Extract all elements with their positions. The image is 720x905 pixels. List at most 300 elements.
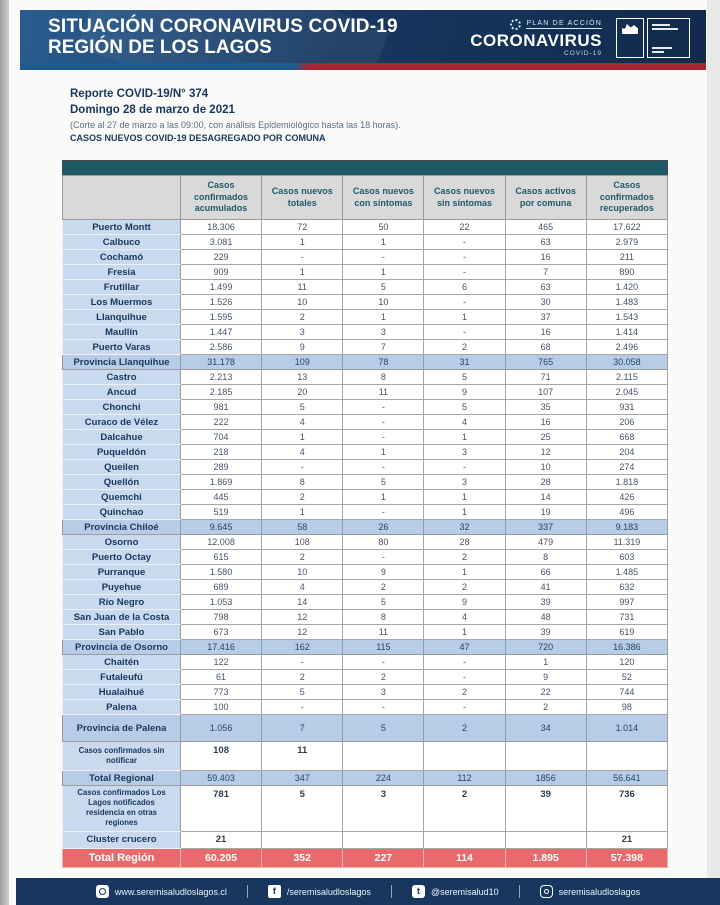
row-value: 619 bbox=[586, 625, 667, 640]
table-row bbox=[63, 848, 668, 867]
row-value: 5 bbox=[343, 595, 424, 610]
row-value: 1 bbox=[343, 445, 424, 460]
table-row bbox=[63, 430, 668, 445]
row-value: 981 bbox=[180, 400, 261, 415]
row-value: 8 bbox=[343, 370, 424, 385]
row-value: 115 bbox=[343, 640, 424, 655]
row-value: - bbox=[343, 655, 424, 670]
row-value: 2 bbox=[343, 670, 424, 685]
report-header bbox=[70, 88, 650, 143]
gobierno-de-chile-logo bbox=[616, 18, 690, 58]
row-value: 59.403 bbox=[180, 771, 261, 786]
table-row bbox=[63, 715, 668, 742]
row-value: - bbox=[424, 250, 505, 265]
table-row bbox=[63, 535, 668, 550]
row-value: 37 bbox=[505, 310, 586, 325]
table-row bbox=[63, 580, 668, 595]
row-value: 9 bbox=[262, 340, 343, 355]
page-left-edge bbox=[0, 0, 9, 905]
table-row bbox=[63, 250, 668, 265]
banner-accent-stripe bbox=[20, 63, 706, 70]
row-value: 39 bbox=[505, 595, 586, 610]
row-value: 1.485 bbox=[586, 565, 667, 580]
row-value: 4 bbox=[262, 580, 343, 595]
row-value: 57.398 bbox=[586, 848, 667, 867]
row-value: 78 bbox=[343, 355, 424, 370]
row-value: 5 bbox=[262, 400, 343, 415]
table-top-bar bbox=[62, 160, 668, 175]
row-value: 22 bbox=[424, 220, 505, 235]
row-value: 9 bbox=[424, 595, 505, 610]
row-value: 48 bbox=[505, 610, 586, 625]
row-value: 337 bbox=[505, 520, 586, 535]
row-value: 11 bbox=[262, 742, 343, 771]
row-value: 31.178 bbox=[180, 355, 261, 370]
row-value: 1.595 bbox=[180, 310, 261, 325]
row-label: Ancud bbox=[63, 385, 181, 400]
row-value: 21 bbox=[586, 831, 667, 848]
table-row bbox=[63, 831, 668, 848]
row-value: 2.045 bbox=[586, 385, 667, 400]
row-value: 14 bbox=[262, 595, 343, 610]
row-value: 5 bbox=[424, 370, 505, 385]
row-value: 16 bbox=[505, 250, 586, 265]
table-row bbox=[63, 550, 668, 565]
report-subtitle: CASOS NUEVOS COVID-19 DESAGREGADO POR COMUNA bbox=[70, 133, 326, 143]
row-value: 603 bbox=[586, 550, 667, 565]
row-value: 28 bbox=[424, 535, 505, 550]
coronavirus-logo-text: CORONAVIRUS bbox=[470, 31, 602, 50]
row-value: 5 bbox=[343, 715, 424, 742]
row-value: 162 bbox=[262, 640, 343, 655]
row-value: 997 bbox=[586, 595, 667, 610]
row-value: 1 bbox=[424, 505, 505, 520]
row-value: 479 bbox=[505, 535, 586, 550]
row-value: 3 bbox=[343, 685, 424, 700]
row-value bbox=[262, 831, 343, 848]
row-value: 71 bbox=[505, 370, 586, 385]
row-label: Quellón bbox=[63, 475, 181, 490]
row-value: 2 bbox=[424, 786, 505, 832]
column-header-recuperados: Casos confirmados recuperados bbox=[586, 176, 667, 220]
row-value: 7 bbox=[343, 340, 424, 355]
row-label: Cochamó bbox=[63, 250, 181, 265]
footer-instagram bbox=[520, 885, 661, 898]
row-value: 519 bbox=[180, 505, 261, 520]
table-row bbox=[63, 475, 668, 490]
row-value: 12 bbox=[262, 625, 343, 640]
row-value: 114 bbox=[424, 848, 505, 867]
footer-social-bar bbox=[16, 878, 720, 905]
row-value: 1 bbox=[262, 235, 343, 250]
table-row bbox=[63, 786, 668, 832]
website-label: www.seremisaludloslagos.cl bbox=[114, 886, 227, 897]
row-value: 931 bbox=[586, 400, 667, 415]
row-value: 4 bbox=[262, 445, 343, 460]
table-row bbox=[63, 520, 668, 535]
instagram-icon bbox=[540, 885, 553, 898]
row-value: 60.205 bbox=[180, 848, 261, 867]
row-value: - bbox=[424, 670, 505, 685]
gov-emblem-icon bbox=[616, 18, 644, 58]
row-value: 1.499 bbox=[180, 280, 261, 295]
row-value: 1 bbox=[424, 565, 505, 580]
row-value: 765 bbox=[505, 355, 586, 370]
row-value: 4 bbox=[262, 415, 343, 430]
row-value: 445 bbox=[180, 490, 261, 505]
column-header-activos: Casos activos por comuna bbox=[505, 176, 586, 220]
row-label: Fresia bbox=[63, 265, 181, 280]
table-row bbox=[63, 640, 668, 655]
row-value: 1 bbox=[343, 490, 424, 505]
row-value: 109 bbox=[262, 355, 343, 370]
row-label: Provincia Llanquihue bbox=[63, 355, 181, 370]
row-value: - bbox=[262, 655, 343, 670]
row-value: - bbox=[262, 460, 343, 475]
row-value: 5 bbox=[343, 475, 424, 490]
row-value: 2 bbox=[505, 700, 586, 715]
row-value: 21 bbox=[180, 831, 261, 848]
row-label: Casos confirmados Los Lagos notificados residencia en otras regiones bbox=[63, 786, 181, 832]
virus-icon bbox=[510, 19, 521, 30]
row-value: - bbox=[424, 235, 505, 250]
web-icon bbox=[96, 885, 109, 898]
row-label: Maullín bbox=[63, 325, 181, 340]
row-value: - bbox=[424, 700, 505, 715]
row-value: 13 bbox=[262, 370, 343, 385]
covid19-logo-text: COVID-19 bbox=[564, 50, 602, 57]
row-value: - bbox=[343, 700, 424, 715]
row-value bbox=[505, 831, 586, 848]
row-value: 2 bbox=[424, 580, 505, 595]
row-value: 112 bbox=[424, 771, 505, 786]
row-value: 211 bbox=[586, 250, 667, 265]
facebook-label: /seremisaludloslagos bbox=[286, 886, 371, 897]
row-value: 2 bbox=[424, 550, 505, 565]
row-value: 1.056 bbox=[180, 715, 261, 742]
row-value: 5 bbox=[424, 400, 505, 415]
row-value bbox=[343, 742, 424, 771]
page-title-line1: SITUACIÓN CORONAVIRUS COVID-19 bbox=[48, 16, 398, 37]
row-value: 1 bbox=[262, 265, 343, 280]
row-value: 2.213 bbox=[180, 370, 261, 385]
row-label: Quemchi bbox=[63, 490, 181, 505]
row-value: 66 bbox=[505, 565, 586, 580]
column-header-nuevos-con-sintomas: Casos nuevos con síntomas bbox=[343, 176, 424, 220]
row-value: - bbox=[262, 700, 343, 715]
row-value: 352 bbox=[262, 848, 343, 867]
row-value: - bbox=[343, 400, 424, 415]
row-value: 1856 bbox=[505, 771, 586, 786]
row-label: Los Muermos bbox=[63, 295, 181, 310]
row-value: 9.645 bbox=[180, 520, 261, 535]
row-value: 4 bbox=[424, 610, 505, 625]
row-value: 11 bbox=[343, 625, 424, 640]
row-value: 1.580 bbox=[180, 565, 261, 580]
row-value: 100 bbox=[180, 700, 261, 715]
row-value: 3 bbox=[424, 475, 505, 490]
row-value: 12 bbox=[505, 445, 586, 460]
row-value: 426 bbox=[586, 490, 667, 505]
row-value: 9 bbox=[424, 385, 505, 400]
row-value: 222 bbox=[180, 415, 261, 430]
row-value: 8 bbox=[505, 550, 586, 565]
row-value: 5 bbox=[343, 280, 424, 295]
row-value: 25 bbox=[505, 430, 586, 445]
table-header-row bbox=[63, 176, 668, 220]
row-value: 1 bbox=[343, 265, 424, 280]
row-value: 120 bbox=[586, 655, 667, 670]
row-value: 35 bbox=[505, 400, 586, 415]
row-value: 52 bbox=[586, 670, 667, 685]
row-label: Provincia de Palena bbox=[63, 715, 181, 742]
row-value: 68 bbox=[505, 340, 586, 355]
row-label: Puqueldón bbox=[63, 445, 181, 460]
row-value: 1 bbox=[262, 430, 343, 445]
row-value: 3 bbox=[343, 325, 424, 340]
row-value: 8 bbox=[343, 610, 424, 625]
row-value: 72 bbox=[262, 220, 343, 235]
table-row bbox=[63, 565, 668, 580]
row-label: Llanquihue bbox=[63, 310, 181, 325]
instagram-label: seremisaludloslagos bbox=[558, 886, 641, 897]
table-row bbox=[63, 340, 668, 355]
table-row bbox=[63, 400, 668, 415]
table-row bbox=[63, 385, 668, 400]
row-value: - bbox=[424, 295, 505, 310]
table-row bbox=[63, 220, 668, 235]
row-value: 1.414 bbox=[586, 325, 667, 340]
row-value: - bbox=[343, 430, 424, 445]
table-row bbox=[63, 415, 668, 430]
table-row bbox=[63, 460, 668, 475]
row-value: 2.185 bbox=[180, 385, 261, 400]
row-value: 206 bbox=[586, 415, 667, 430]
row-value: 16 bbox=[505, 325, 586, 340]
row-value: 3.081 bbox=[180, 235, 261, 250]
page-right-edge bbox=[707, 0, 720, 905]
row-value: 34 bbox=[505, 715, 586, 742]
row-value: 16.386 bbox=[586, 640, 667, 655]
row-value: 1.420 bbox=[586, 280, 667, 295]
row-value: 9 bbox=[343, 565, 424, 580]
table-body bbox=[63, 220, 668, 868]
row-label: Castro bbox=[63, 370, 181, 385]
table-row bbox=[63, 355, 668, 370]
table-row bbox=[63, 490, 668, 505]
row-value: 3 bbox=[343, 786, 424, 832]
row-value: 5 bbox=[262, 685, 343, 700]
row-value: 720 bbox=[505, 640, 586, 655]
row-value: 689 bbox=[180, 580, 261, 595]
cases-by-comuna-table bbox=[62, 175, 668, 868]
row-value: 909 bbox=[180, 265, 261, 280]
column-header-comuna bbox=[63, 176, 181, 220]
row-value: 39 bbox=[505, 786, 586, 832]
row-value: 11 bbox=[262, 280, 343, 295]
row-value: 632 bbox=[586, 580, 667, 595]
row-value: 1.053 bbox=[180, 595, 261, 610]
row-value: 9 bbox=[505, 670, 586, 685]
table-row bbox=[63, 771, 668, 786]
row-value: 1.447 bbox=[180, 325, 261, 340]
row-value: - bbox=[343, 415, 424, 430]
row-value: 1.543 bbox=[586, 310, 667, 325]
row-value: 204 bbox=[586, 445, 667, 460]
row-value: 10 bbox=[262, 565, 343, 580]
row-value: 3 bbox=[262, 325, 343, 340]
column-header-confirmados-acumulados: Casos confirmados acumulados bbox=[180, 176, 261, 220]
row-value: - bbox=[424, 655, 505, 670]
row-value: 2 bbox=[424, 715, 505, 742]
row-value: 9.183 bbox=[586, 520, 667, 535]
row-value: 108 bbox=[262, 535, 343, 550]
row-label: Puerto Montt bbox=[63, 220, 181, 235]
header-banner bbox=[20, 10, 706, 63]
row-label: San Pablo bbox=[63, 625, 181, 640]
row-value bbox=[586, 742, 667, 771]
covid-table bbox=[62, 160, 668, 868]
row-label: San Juan de la Costa bbox=[63, 610, 181, 625]
row-value: 289 bbox=[180, 460, 261, 475]
report-number: Reporte COVID-19/N° 374 bbox=[70, 88, 209, 100]
row-value: 80 bbox=[343, 535, 424, 550]
table-row bbox=[63, 310, 668, 325]
row-value: 58 bbox=[262, 520, 343, 535]
row-value: 26 bbox=[343, 520, 424, 535]
row-value: - bbox=[424, 325, 505, 340]
row-value: - bbox=[343, 250, 424, 265]
row-value: 1.869 bbox=[180, 475, 261, 490]
table-row bbox=[63, 700, 668, 715]
row-value: 1.818 bbox=[586, 475, 667, 490]
row-value: 18.306 bbox=[180, 220, 261, 235]
row-value: 673 bbox=[180, 625, 261, 640]
row-label: Dalcahue bbox=[63, 430, 181, 445]
row-label: Curaco de Vélez bbox=[63, 415, 181, 430]
row-value: 50 bbox=[343, 220, 424, 235]
row-value bbox=[424, 831, 505, 848]
row-value: 229 bbox=[180, 250, 261, 265]
row-value: 1 bbox=[505, 655, 586, 670]
row-label: Frutillar bbox=[63, 280, 181, 295]
table-row bbox=[63, 445, 668, 460]
row-value: 30 bbox=[505, 295, 586, 310]
gov-text-box bbox=[647, 18, 690, 58]
row-value: 1.526 bbox=[180, 295, 261, 310]
table-row bbox=[63, 295, 668, 310]
row-value: 2.586 bbox=[180, 340, 261, 355]
row-label: Puerto Octay bbox=[63, 550, 181, 565]
row-value: 31 bbox=[424, 355, 505, 370]
row-value: 108 bbox=[180, 742, 261, 771]
row-label: Puerto Varas bbox=[63, 340, 181, 355]
row-value: 2 bbox=[343, 580, 424, 595]
twitter-label: @seremisalud10 bbox=[430, 886, 499, 897]
row-label: Cluster crucero bbox=[63, 831, 181, 848]
row-value: 1 bbox=[424, 625, 505, 640]
row-value: 2.115 bbox=[586, 370, 667, 385]
table-row bbox=[63, 265, 668, 280]
table-row bbox=[63, 235, 668, 250]
row-label: Chaitén bbox=[63, 655, 181, 670]
footer-twitter bbox=[392, 885, 519, 898]
row-value: 6 bbox=[424, 280, 505, 295]
row-value: 781 bbox=[180, 786, 261, 832]
row-label: Palena bbox=[63, 700, 181, 715]
row-value: 4 bbox=[424, 415, 505, 430]
row-value: - bbox=[424, 460, 505, 475]
row-value: 2.979 bbox=[586, 235, 667, 250]
row-label: Provincia Chiloé bbox=[63, 520, 181, 535]
row-label: Queilen bbox=[63, 460, 181, 475]
row-value: 2 bbox=[262, 670, 343, 685]
table-row bbox=[63, 685, 668, 700]
row-value: 17.622 bbox=[586, 220, 667, 235]
row-value: 744 bbox=[586, 685, 667, 700]
row-value: 736 bbox=[586, 786, 667, 832]
row-value: 5 bbox=[262, 786, 343, 832]
row-label: Osorno bbox=[63, 535, 181, 550]
column-header-nuevos-sin-sintomas: Casos nuevos sin síntomas bbox=[424, 176, 505, 220]
table-row bbox=[63, 595, 668, 610]
row-value: 218 bbox=[180, 445, 261, 460]
row-value: 12 bbox=[262, 610, 343, 625]
row-label: Quinchao bbox=[63, 505, 181, 520]
plan-de-accion-label: PLAN DE ACCIÓN bbox=[526, 20, 602, 27]
column-header-nuevos-totales: Casos nuevos totales bbox=[262, 176, 343, 220]
row-value: 2 bbox=[424, 340, 505, 355]
row-value: 10 bbox=[262, 295, 343, 310]
row-value: 798 bbox=[180, 610, 261, 625]
row-value: 22 bbox=[505, 685, 586, 700]
row-value: 1 bbox=[343, 310, 424, 325]
row-value: 10 bbox=[343, 295, 424, 310]
table-row bbox=[63, 655, 668, 670]
row-value: - bbox=[343, 505, 424, 520]
row-label: Futaleufú bbox=[63, 670, 181, 685]
table-row bbox=[63, 742, 668, 771]
row-value: 12.008 bbox=[180, 535, 261, 550]
row-value: 19 bbox=[505, 505, 586, 520]
table-row bbox=[63, 280, 668, 295]
row-value: 11.319 bbox=[586, 535, 667, 550]
row-label: Calbuco bbox=[63, 235, 181, 250]
row-label: Total Regional bbox=[63, 771, 181, 786]
row-value: 274 bbox=[586, 460, 667, 475]
row-value: 2.496 bbox=[586, 340, 667, 355]
row-label: Chonchi bbox=[63, 400, 181, 415]
row-value: 61 bbox=[180, 670, 261, 685]
row-label: Purranque bbox=[63, 565, 181, 580]
row-value: 1.483 bbox=[586, 295, 667, 310]
row-value: 1 bbox=[262, 505, 343, 520]
row-value: 1 bbox=[424, 490, 505, 505]
row-value: 2 bbox=[424, 685, 505, 700]
row-value: 28 bbox=[505, 475, 586, 490]
row-value: - bbox=[343, 460, 424, 475]
twitter-icon: t bbox=[412, 885, 425, 898]
row-value: 704 bbox=[180, 430, 261, 445]
row-label: Puyehue bbox=[63, 580, 181, 595]
row-value: - bbox=[424, 265, 505, 280]
row-value: 32 bbox=[424, 520, 505, 535]
report-cutoff-note: (Corte al 27 de marzo a las 09:00, con análisis Epidemiológico hasta las 18 horas). bbox=[70, 120, 401, 130]
row-value: 227 bbox=[343, 848, 424, 867]
row-value: 224 bbox=[343, 771, 424, 786]
table-row bbox=[63, 670, 668, 685]
row-value: 1 bbox=[424, 310, 505, 325]
